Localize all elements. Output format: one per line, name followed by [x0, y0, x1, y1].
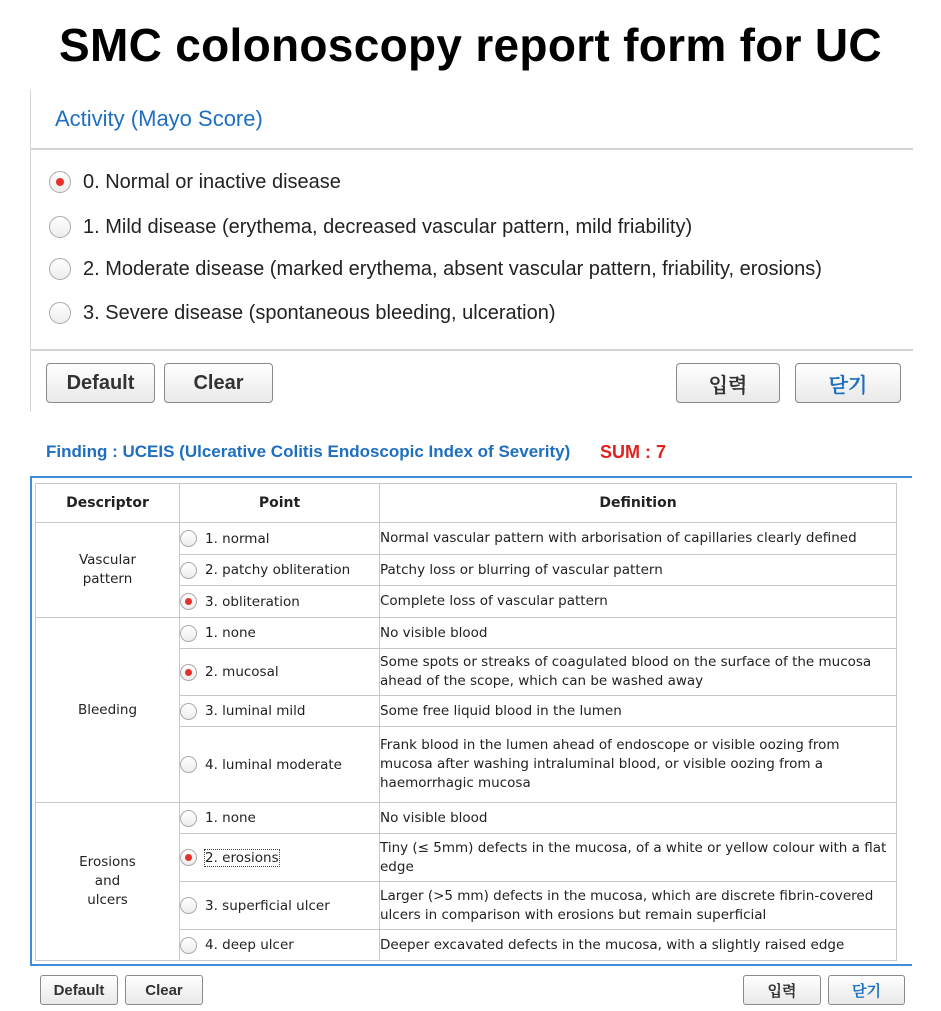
definition-cell: Frank blood in the lumen ahead of endoscope or visible oozing from mucosa after washing intraluminal blood, or visible oozing from a haemorrhagic mucosa [380, 727, 897, 803]
radio-icon[interactable] [180, 897, 197, 914]
table-row [36, 618, 897, 649]
radio-selected-icon[interactable] [180, 849, 197, 866]
point-label: 4. luminal moderate [205, 756, 342, 773]
radio-icon[interactable] [180, 756, 197, 773]
mayo-option-label: 3. Severe disease (spontaneous bleeding, ulceration) [83, 301, 556, 324]
point-label: 3. obliteration [205, 593, 300, 610]
uceis-close-button[interactable]: 닫기 [828, 975, 905, 1005]
point-label: 4. deep ulcer [205, 937, 294, 953]
point-cell[interactable] [180, 649, 380, 696]
radio-icon[interactable] [180, 937, 197, 954]
point-cell[interactable] [180, 803, 380, 834]
radio-selected-icon[interactable] [180, 593, 197, 610]
descriptor-vascular-pattern [36, 523, 180, 618]
point-label: 1. none [205, 625, 256, 641]
uceis-panel-title: Finding : UCEIS (Ulcerative Colitis Endoscopic Index of Severity) [46, 442, 571, 461]
mayo-default-button[interactable]: Default [46, 363, 155, 403]
mayo-option-0[interactable] [49, 167, 341, 197]
point-label: 3. luminal mild [205, 703, 306, 719]
divider [31, 349, 913, 351]
point-cell[interactable] [180, 555, 380, 586]
descriptor-line: and [94, 873, 121, 889]
uceis-table [35, 483, 897, 961]
definition-header: Definition [380, 484, 897, 523]
point-cell[interactable] [180, 834, 380, 882]
mayo-option-1[interactable] [49, 212, 692, 242]
divider [31, 148, 913, 150]
mayo-option-3[interactable] [49, 298, 556, 328]
mayo-option-2[interactable] [49, 254, 822, 284]
descriptor-bleeding [36, 618, 180, 803]
point-label: 2. erosions [205, 849, 279, 866]
definition-cell: Larger (>5 mm) defects in the mucosa, which are discrete fibrin-covered ulcers in comparison with erosions but remain superficial [380, 882, 897, 930]
mayo-clear-button[interactable]: Clear [164, 363, 273, 403]
radio-selected-icon[interactable] [49, 171, 71, 193]
point-cell[interactable] [180, 618, 380, 649]
point-cell[interactable] [180, 727, 380, 803]
page-title: SMC colonoscopy report form for UC [59, 19, 882, 71]
radio-icon[interactable] [49, 258, 71, 280]
uceis-submit-button[interactable]: 입력 [743, 975, 821, 1005]
point-label: 3. superficial ulcer [205, 897, 330, 914]
point-label: 1. normal [205, 530, 270, 547]
radio-icon[interactable] [49, 302, 71, 324]
radio-icon[interactable] [180, 625, 197, 642]
definition-cell: Patchy loss or blurring of vascular pattern [380, 555, 897, 586]
uceis-clear-button[interactable]: Clear [125, 975, 203, 1005]
point-cell[interactable] [180, 586, 380, 618]
point-cell[interactable] [180, 523, 380, 555]
uceis-default-button[interactable]: Default [40, 975, 118, 1005]
point-cell[interactable] [180, 882, 380, 930]
descriptor-line: pattern [82, 571, 133, 587]
point-label: 2. mucosal [205, 664, 279, 680]
table-row [36, 523, 897, 555]
radio-icon[interactable] [180, 562, 197, 579]
descriptor-line: Bleeding [77, 701, 138, 718]
definition-cell: Normal vascular pattern with arborisation of capillaries clearly defined [380, 523, 897, 555]
descriptor-erosions-and-ulcers [36, 803, 180, 961]
table-row [36, 803, 897, 834]
definition-cell: No visible blood [380, 618, 897, 649]
descriptor-line: ulcers [87, 892, 128, 908]
definition-cell: Deeper excavated defects in the mucosa, with a slightly raised edge [380, 930, 897, 961]
radio-icon[interactable] [180, 530, 197, 547]
radio-icon[interactable] [49, 216, 71, 238]
mayo-score-panel [30, 90, 913, 412]
point-cell[interactable] [180, 696, 380, 727]
descriptor-header: Descriptor [36, 484, 180, 523]
point-header: Point [180, 484, 380, 523]
mayo-option-label: 1. Mild disease (erythema, decreased vascular pattern, mild friability) [83, 215, 693, 238]
descriptor-line: Vascular [78, 552, 137, 568]
definition-cell: Tiny (≤ 5mm) defects in the mucosa, of a white or yellow colour with a flat edge [380, 834, 897, 882]
mayo-close-button[interactable]: 닫기 [795, 363, 901, 403]
mayo-option-label: 2. Moderate disease (marked erythema, absent vascular pattern, friability, erosions) [83, 257, 822, 280]
radio-icon[interactable] [180, 703, 197, 720]
mayo-submit-button[interactable]: 입력 [676, 363, 780, 403]
point-label: 2. patchy obliteration [205, 562, 351, 578]
definition-cell: Complete loss of vascular pattern [380, 586, 897, 618]
uceis-sum: SUM : 7 [600, 442, 667, 462]
table-header-row [36, 484, 897, 523]
definition-cell: Some free liquid blood in the lumen [380, 696, 897, 727]
point-cell[interactable] [180, 930, 380, 961]
point-label: 1. none [205, 810, 256, 826]
radio-selected-icon[interactable] [180, 664, 197, 681]
definition-cell: No visible blood [380, 803, 897, 834]
radio-icon[interactable] [180, 810, 197, 827]
definition-cell: Some spots or streaks of coagulated blood on the surface of the mucosa ahead of the scope, which can be washed away [380, 649, 897, 696]
mayo-option-label: 0. Normal or inactive disease [83, 170, 341, 193]
mayo-panel-title: Activity (Mayo Score) [55, 106, 263, 131]
descriptor-line: Erosions [79, 854, 136, 870]
